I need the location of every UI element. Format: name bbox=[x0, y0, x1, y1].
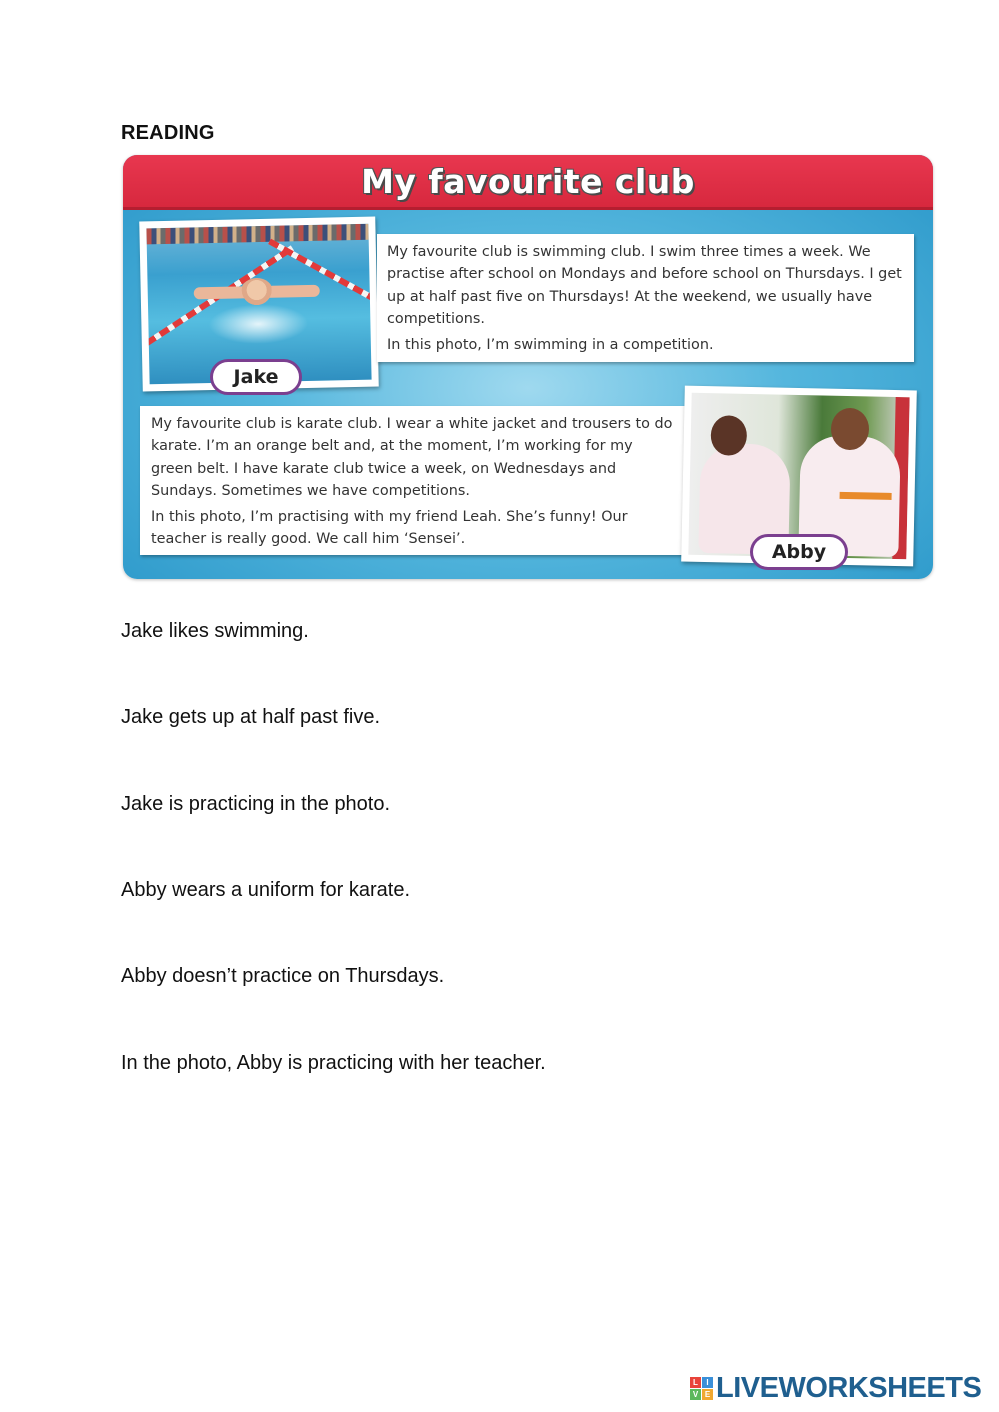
statement-6: In the photo, Abby is practicing with her teacher. bbox=[121, 1052, 546, 1074]
statement-3: Jake is practicing in the photo. bbox=[121, 793, 391, 815]
logo-letter-v: V bbox=[690, 1389, 701, 1400]
page-heading: READING bbox=[121, 122, 215, 144]
logo-letter-e: E bbox=[702, 1389, 713, 1400]
statement-4: Abby wears a uniform for karate. bbox=[121, 879, 411, 901]
jake-paragraph-1: My favourite club is swimming club. I swim three times a week. We practise after school on Mondays and before school on Thursdays. I get up at half past five on Thursdays! At the weekend, we usually have competitions. bbox=[387, 244, 902, 327]
statement-2: Jake gets up at half past five. bbox=[121, 706, 381, 728]
abby-text-box bbox=[140, 406, 685, 555]
jake-paragraph-2: In this photo, I’m swimming in a competition. bbox=[387, 337, 714, 354]
statement-1: Jake likes swimming. bbox=[121, 620, 309, 642]
jake-name-tag: Jake bbox=[210, 359, 302, 395]
logo-letter-l: L bbox=[690, 1377, 701, 1388]
reading-card bbox=[123, 155, 933, 579]
abby-name-tag: Abby bbox=[750, 534, 848, 570]
statement-5: Abby doesn’t practice on Thursdays. bbox=[121, 965, 445, 987]
logo-mark-icon bbox=[690, 1377, 713, 1400]
jake-text-box bbox=[377, 234, 914, 362]
card-title: My favourite club bbox=[361, 161, 695, 201]
abby-paragraph-1: My favourite club is karate club. I wear a white jacket and trousers to do karate. I’m an orange belt and, at the moment, I’m working for my green belt. I have karate club twice a week, on Wednesdays and Sundays. Sometimes we have competitions. bbox=[151, 416, 673, 499]
liveworksheets-logo bbox=[690, 1372, 981, 1405]
card-header bbox=[123, 155, 933, 210]
logo-text: LIVEWORKSHEETS bbox=[716, 1372, 982, 1404]
abby-paragraph-2: In this photo, I’m practising with my friend Leah. She’s funny! Our teacher is really good. We call him ‘Sensei’. bbox=[151, 509, 628, 548]
logo-letter-i: I bbox=[702, 1377, 713, 1388]
